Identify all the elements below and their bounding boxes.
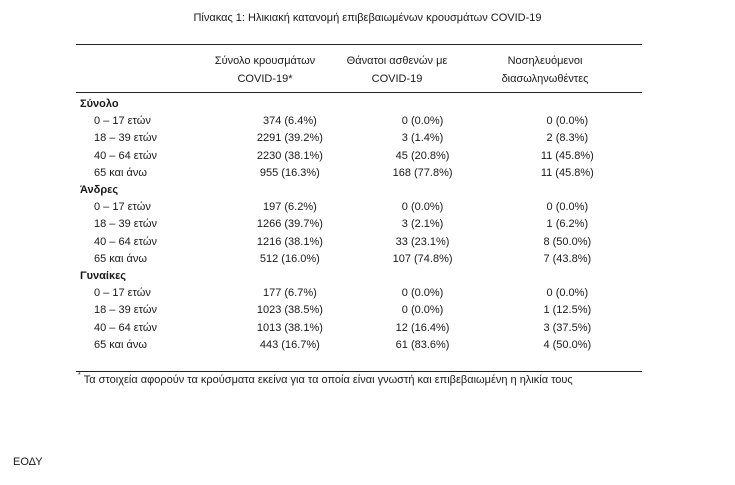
empty-cell (485, 268, 642, 285)
age-group-label: 18 – 39 ετών (94, 304, 157, 317)
group-row (76, 182, 642, 199)
deaths-cell: 0 (0.0%) (401, 304, 444, 317)
group-label: Άνδρες (80, 184, 119, 197)
deaths-cell: 168 (77.8%) (392, 166, 453, 179)
table-row (76, 234, 642, 251)
group-row (76, 268, 642, 285)
age-distribution-table (76, 96, 642, 354)
header-intubated (480, 52, 610, 88)
header-deaths-line1: Θάνατοι ασθενών με (346, 55, 448, 67)
table-row (76, 130, 642, 147)
group-label: Γυναίκες (80, 270, 127, 283)
header-deaths-line2: COVID-19 (371, 73, 423, 85)
footnote-marker: * (78, 372, 81, 379)
intubated-cell: 11 (45.8%) (540, 166, 594, 179)
cases-cell: 1266 (39.7%) (256, 218, 323, 231)
deaths-cell: 0 (0.0%) (401, 201, 444, 214)
empty-cell (360, 96, 484, 113)
age-group-label: 0 – 17 ετών (94, 201, 151, 214)
empty-cell (360, 268, 484, 285)
table-row (76, 251, 642, 268)
intubated-cell: 1 (6.2%) (546, 218, 589, 231)
deaths-cell: 33 (23.1%) (395, 235, 450, 248)
table-row (76, 199, 642, 216)
cases-cell: 2230 (38.1%) (256, 149, 323, 162)
table-caption: Πίνακας 1: Ηλικιακή κατανομή επιβεβαιωμένων κρουσμάτων COVID-19 (193, 12, 542, 24)
cases-cell: 2291 (39.2%) (256, 132, 323, 145)
cases-cell: 197 (6.2%) (262, 201, 317, 214)
group-row (76, 96, 642, 113)
deaths-cell: 0 (0.0%) (401, 115, 444, 128)
age-group-label: 40 – 64 ετών (94, 235, 157, 248)
table-bottom-rule (76, 371, 642, 372)
age-group-label: 40 – 64 ετών (94, 149, 157, 162)
intubated-cell: 2 (8.3%) (546, 132, 589, 145)
table-row (76, 165, 642, 182)
age-group-label: 65 και άνω (94, 338, 147, 351)
empty-cell (485, 96, 642, 113)
cases-cell: 1216 (38.1%) (256, 235, 323, 248)
cases-cell: 1023 (38.5%) (256, 304, 323, 317)
deaths-cell: 61 (83.6%) (395, 338, 450, 351)
empty-cell (209, 96, 360, 113)
empty-cell (360, 182, 484, 199)
table-top-rule (76, 44, 642, 45)
table-row (76, 320, 642, 337)
age-group-label: 0 – 17 ετών (94, 115, 151, 128)
cases-cell: 443 (16.7%) (259, 338, 320, 351)
cases-cell: 177 (6.7%) (262, 287, 317, 300)
deaths-cell: 107 (74.8%) (392, 252, 453, 265)
table-row (76, 113, 642, 130)
empty-cell (209, 182, 360, 199)
cases-cell: 955 (16.3%) (259, 166, 320, 179)
age-group-label: 65 και άνω (94, 166, 147, 179)
age-group-label: 18 – 39 ετών (94, 132, 157, 145)
intubated-cell: 1 (12.5%) (543, 304, 592, 317)
intubated-cell: 0 (0.0%) (546, 201, 589, 214)
deaths-cell: 3 (1.4%) (401, 132, 444, 145)
intubated-cell: 7 (43.8%) (543, 252, 592, 265)
header-intubated-line2: διασωληνωθέντες (501, 73, 589, 85)
deaths-cell: 3 (2.1%) (401, 218, 444, 231)
intubated-cell: 11 (45.8%) (540, 149, 594, 162)
header-total-cases-line2: COVID-19* (237, 73, 293, 85)
intubated-cell: 8 (50.0%) (543, 235, 592, 248)
table-row (76, 337, 642, 354)
header-intubated-line1: Νοσηλευόμενοι (507, 55, 583, 67)
header-total-cases (200, 52, 330, 88)
intubated-cell: 0 (0.0%) (546, 287, 589, 300)
age-group-label: 65 και άνω (94, 252, 147, 265)
age-group-label: 0 – 17 ετών (94, 287, 151, 300)
empty-cell (209, 268, 360, 285)
intubated-cell: 4 (50.0%) (543, 338, 592, 351)
footnote (78, 374, 573, 386)
deaths-cell: 12 (16.4%) (395, 321, 450, 334)
intubated-cell: 0 (0.0%) (546, 115, 589, 128)
source-label: ΕΟΔΥ (13, 456, 43, 468)
cases-cell: 1013 (38.1%) (256, 321, 323, 334)
cases-cell: 374 (6.4%) (262, 115, 317, 128)
deaths-cell: 45 (20.8%) (395, 149, 450, 162)
empty-cell (485, 182, 642, 199)
deaths-cell: 0 (0.0%) (401, 287, 444, 300)
header-total-cases-line1: Σύνολο κρουσμάτων (214, 55, 316, 67)
table-row (76, 216, 642, 233)
table-row (76, 148, 642, 165)
age-group-label: 40 – 64 ετών (94, 321, 157, 334)
cases-cell: 512 (16.0%) (259, 252, 320, 265)
group-label: Σύνολο (80, 98, 119, 110)
footnote-text: Τα στοιχεία αφορούν τα κρούσματα εκείνα για τα οποία είναι γνωστή και επιβεβαιωμένη η ηλικία τους (83, 374, 573, 386)
table-row (76, 285, 642, 302)
header-deaths (332, 52, 462, 88)
age-group-label: 18 – 39 ετών (94, 218, 157, 231)
table-row (76, 302, 642, 319)
table-header-rule (76, 92, 642, 93)
intubated-cell: 3 (37.5%) (543, 321, 592, 334)
